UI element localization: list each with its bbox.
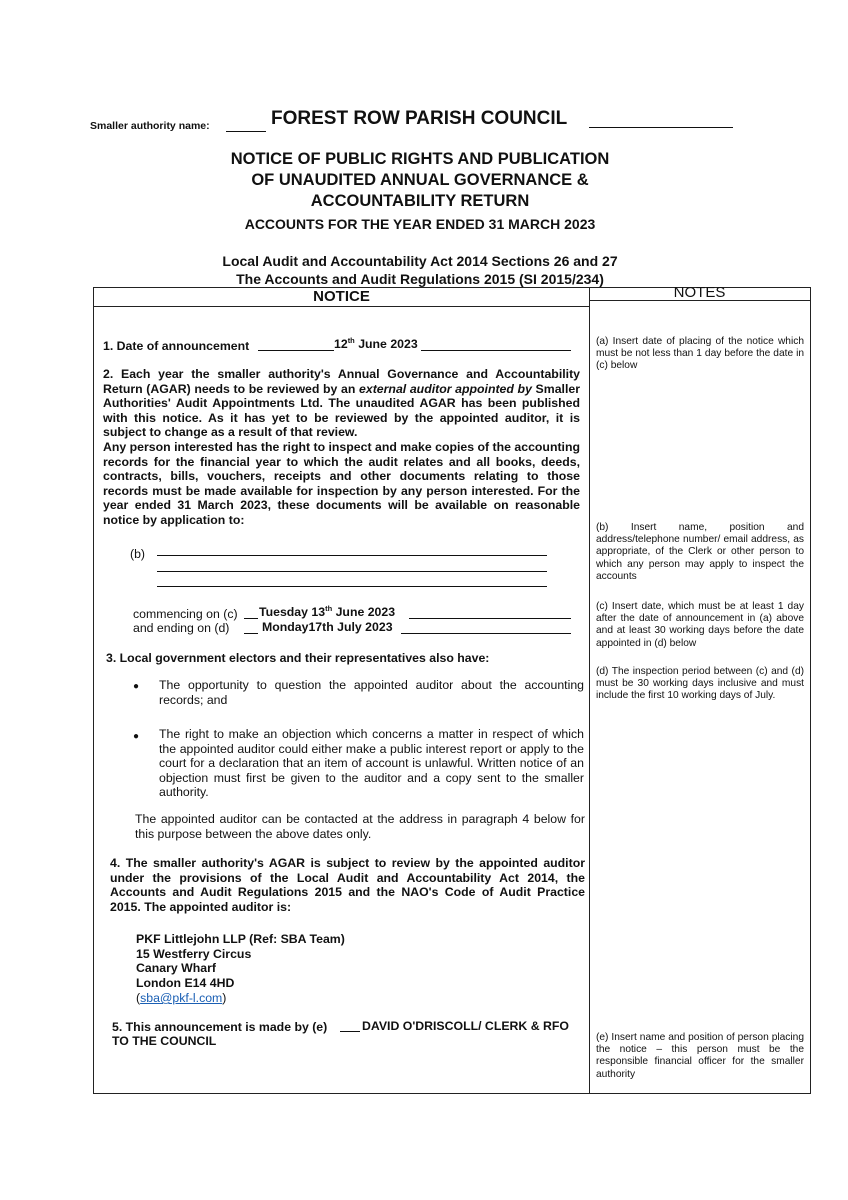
accounts-subtitle: ACCOUNTS FOR THE YEAR ENDED 31 MARCH 2023 <box>244 216 596 232</box>
auditor-area: Canary Wharf <box>136 961 216 976</box>
paragraph-3-heading: 3. Local government electors and their representatives also have: <box>106 651 490 665</box>
auditor-name: PKF Littlejohn LLP (Ref: SBA Team) <box>136 932 345 946</box>
note-a: (a) Insert date of placing of the notice which must be not less than 1 day before the date in (c) below <box>596 336 804 372</box>
title-line-1: NOTICE OF PUBLIC RIGHTS AND PUBLICATION <box>230 150 610 168</box>
commencing-date-main: Tuesday 13 <box>259 605 326 619</box>
announcement-date-label: 1. Date of announcement <box>103 339 250 353</box>
legislation-reference <box>170 252 670 288</box>
authority-name-underline-right <box>589 127 733 128</box>
regulations-reference: The Accounts and Audit Regulations 2015 (SI 2015/234) <box>236 271 604 287</box>
authority-name: FOREST ROW PARISH COUNCIL <box>271 108 568 129</box>
authority-name-underline-left <box>226 131 266 132</box>
auditor-email-wrapper: (sba@pkf-l.com) <box>136 991 227 1005</box>
title-line-3: ACCOUNTABILITY RETURN <box>310 192 530 210</box>
act-reference: Local Audit and Accountability Act 2014 Sections 26 and 27 <box>222 253 618 269</box>
announcer-underline <box>340 1031 360 1032</box>
paragraph-2-body: Any person interested has the right to inspect and make copies of the accounting records for the financial year to which the audit relates and all books, deeds, contracts, bills, vouchers, receipts and other documents relating to those records must be made available for inspection by any person interested. For the year ended 31 March 2023, these documents will be available on reasonable notice by application to: <box>103 440 580 527</box>
notice-header-rule <box>93 306 590 307</box>
commencing-underline-left <box>244 618 258 619</box>
paragraph-3-bullet-2: The right to make an objection which concerns a matter in respect of which the appointed auditor could either make a public interest report or apply to the court for a declaration that an item of account is unlawful. Written notice of an objection must first be given to the auditor and a copy sent to the smaller authority. <box>159 727 584 800</box>
bullet-icon: ● <box>133 681 140 692</box>
p2-intro-italic: external auditor appointed by <box>359 381 532 396</box>
ending-underline-left <box>244 633 258 634</box>
note-c: (c) Insert date, which must be at least 1 day after the date of announcement in (a) above and at least 30 working days before the date appointed in (d) below <box>596 601 804 649</box>
commencing-date-suffix: th <box>325 603 333 613</box>
announcement-date-rest: June 2023 <box>354 337 418 351</box>
auditor-street: 15 Westferry Circus <box>136 946 252 961</box>
auditor-contact-note: The appointed auditor can be contacted at the address in paragraph 4 below for this purpose between the above dates only. <box>135 812 585 841</box>
announcement-date-suffix: th <box>347 335 355 345</box>
paragraph-2-intro <box>103 367 580 440</box>
commencing-date <box>259 605 395 620</box>
announcement-date-underline-left <box>258 350 334 351</box>
inspection-contact-label: (b) <box>130 547 146 561</box>
auditor-address <box>136 932 345 990</box>
note-d: (d) The inspection period between (c) and (d) must be 30 working days inclusive and must include the first 10 working days of July. <box>596 666 804 702</box>
commencing-date-rest: June 2023 <box>332 605 396 619</box>
p2-intro-part-a: 2. Each year the smaller authority's Annual Governance and Accountability Return (AGAR) needs to be reviewed by an <box>103 367 580 396</box>
ending-label: and ending on (d) <box>133 621 230 635</box>
announcement-date-day: 12 <box>334 337 348 351</box>
p2-intro-part-b: Smaller Authorities' Audit Appointments Ltd. The unaudited AGAR has been published with this notice. As it has yet to be reviewed by the appointed auditor, it is subject to change as a result of that review. <box>103 381 580 440</box>
inspection-contact-line-2 <box>157 571 547 572</box>
paragraph-3-bullet-1: The opportunity to question the appointed auditor about the accounting records; and <box>159 678 584 707</box>
authority-name-label: Smaller authority name: <box>90 120 210 132</box>
announcer-name: DAVID O'DRISCOLL/ CLERK & RFO <box>362 1019 569 1033</box>
notes-column-header: NOTES <box>673 284 726 301</box>
announcement-date <box>334 337 418 352</box>
commencing-underline-right <box>409 618 571 619</box>
title-line-2: OF UNAUDITED ANNUAL GOVERNANCE & <box>251 171 589 189</box>
paragraph-5-label: 5. This announcement is made by (e) <box>112 1020 328 1034</box>
bullet-icon: ● <box>133 731 140 742</box>
paragraph-5-tail: TO THE COUNCIL <box>112 1034 217 1048</box>
ending-date: Monday17th July 2023 <box>262 620 393 634</box>
notice-column-header: NOTICE <box>313 288 370 305</box>
ending-underline-right <box>401 633 571 634</box>
auditor-email-link[interactable]: sba@pkf-l.com <box>140 991 223 1005</box>
announcement-date-underline-right <box>421 350 571 351</box>
inspection-contact-line-1 <box>157 555 547 556</box>
commencing-label: commencing on (c) <box>133 607 238 621</box>
note-b: (b) Insert name, position and address/telephone number/ email address, as appropriate, of the Clerk or other person to which any person may apply to inspect the accounts <box>596 522 804 582</box>
paragraph-4: 4. The smaller authority's AGAR is subject to review by the appointed auditor under the provisions of the Local Audit and Accountability Act 2014, the Accounts and Audit Regulations 2015 and the NAO's Code of Audit Practice 2015. The appointed auditor is: <box>110 856 585 914</box>
document-title <box>170 149 670 212</box>
note-e: (e) Insert name and position of person placing the notice – this person must be the responsible financial officer for the smaller authority <box>596 1032 804 1080</box>
column-divider <box>589 287 590 1094</box>
inspection-contact-line-3 <box>157 586 547 587</box>
auditor-city: London E14 4HD <box>136 975 235 990</box>
